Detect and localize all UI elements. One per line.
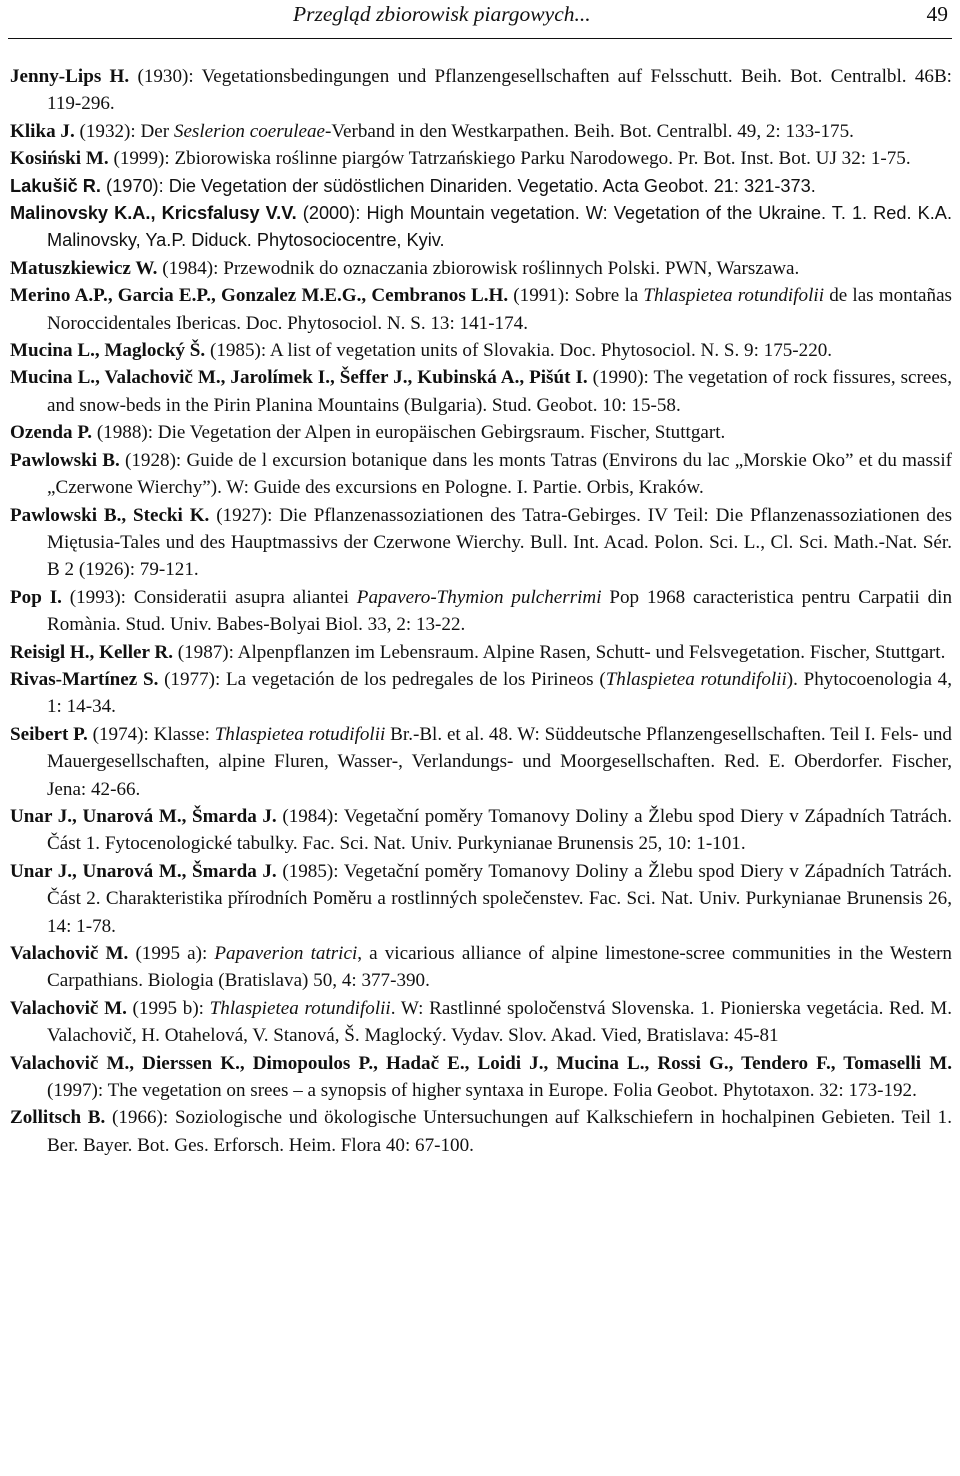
reference-text: . W: Rastlinné spoločenstvá Slovenska. 1. Pionierska vegetácia. Red. M. Valachovič, H. Otahelová, V. Stanová, Š. Maglocký. Vydav. Slov. Akad. Vied, Bratislava: 45-81: [47, 997, 952, 1047]
reference-entry: [10, 502, 952, 584]
reference-text: (1927): Die Pflanzenassoziationen des Tatra-Gebirges. IV Teil: Die Pflanzenassoziationen des Miętusia-Tales und des Hauptmassivs der Czerwone Wierchy. Bull. Int. Acad. Polon. Sci. L., Cl. Sci. Math.-Nat. Sér. B 2 (1926): 79-121.: [47, 504, 953, 581]
reference-entry: [10, 447, 952, 502]
reference-taxon: Thlaspietea rotundifolii: [209, 997, 391, 1019]
reference-authors: Unar J., Unarová M., Šmarda J.: [10, 805, 277, 827]
running-title: Przegląd zbiorowisk piargowych...: [293, 2, 591, 26]
reference-authors: Matuszkiewicz W.: [10, 257, 158, 279]
reference-text: (1966): Soziologische und ökologische Untersuchungen auf Kalkschiefern in hochalpinen Gebieten. Teil 1. Ber. Bayer. Bot. Ges. Erforsch. Heim. Flora 40: 67-100.: [47, 1107, 952, 1156]
reference-text: Pop 1968 caracteristica pentru Carpatii din Romània. Stud. Univ. Babes-Bolyai Biol. 33, 2: 13-22.: [47, 586, 952, 636]
reference-entry: [10, 419, 952, 446]
reference-text: (1932): Der: [74, 120, 174, 142]
reference-entry: [10, 1104, 952, 1159]
reference-entry: [10, 858, 952, 940]
reference-text: Br.-Bl. et al. 48. W: Süddeutsche Pflanzengesellschaften. Teil I. Fels- und Mauergesellschaften, alpine Fluren, Wasser-, Verlandungs- und Moorgesellschaften. Red. E. Oberdorfer. Fischer, Jena: 42-66.: [47, 723, 952, 800]
reference-authors: Valachovič M., Dierssen K., Dimopoulos P., Hadač E., Loidi J., Mucina L., Rossi G., Tendero F., Tomaselli M.: [10, 1052, 952, 1074]
reference-authors: Unar J., Unarová M., Šmarda J.: [10, 860, 277, 882]
reference-text: (1993): Consideratii asupra aliantei: [61, 586, 357, 608]
page-number: 49: [926, 2, 948, 26]
reference-taxon: Papaverion tatrici: [214, 943, 358, 964]
reference-authors: Merino A.P., Garcia E.P., Gonzalez M.E.G., Cembranos L.H.: [10, 285, 509, 307]
reference-taxon: Thlaspietea rotudifolii: [214, 723, 386, 745]
reference-text: (1970): Die Vegetation der südöstlichen Dinariden. Vegetatio. Acta Geobot. 21: 321-373.: [100, 175, 816, 196]
reference-authors: Valachovič M.: [10, 997, 127, 1019]
reference-text: (1999): Zbiorowiska roślinne piargów Tatrzańskiego Parku Narodowego. Pr. Bot. Inst. Bot. UJ 32: 1-75.: [108, 148, 911, 170]
reference-authors: Ozenda P.: [10, 422, 93, 444]
reference-authors: Pawlowski B.: [10, 449, 120, 471]
reference-text: ). Phytocoenologia 4, 1: 14-34.: [47, 668, 952, 718]
reference-entry: [10, 145, 952, 172]
reference-taxon: Seslerion coeruleae: [173, 120, 325, 142]
reference-authors: Mucina L., Valachovič M., Jarolímek I., Šeffer J., Kubinská A., Pišút I.: [10, 367, 588, 389]
reference-entry: [10, 721, 952, 803]
reference-authors: Malinovsky K.A., Kricsfalusy V.V.: [10, 203, 297, 224]
reference-entry: [10, 666, 952, 721]
reference-entry: [10, 255, 952, 282]
reference-text: (1991): Sobre la: [508, 285, 644, 307]
reference-text: (1990): The vegetation of rock fissures, screes, and snow-beds in the Pirin Planina Mountains (Bulgaria). Stud. Geobot. 10: 15-58.: [47, 367, 952, 416]
reference-entry: [10, 173, 952, 200]
reference-authors: Pawlowski B., Stecki K.: [10, 504, 210, 526]
page-header: [0, 0, 960, 40]
reference-entry: [10, 803, 952, 858]
reference-taxon: Papavero-Thymion pulcherrimi: [356, 586, 602, 608]
reference-authors: Jenny-Lips H.: [10, 66, 130, 87]
reference-text: -Verband in den Westkarpathen. Beih. Bot. Centralbl. 49, 2: 133-175.: [325, 120, 854, 142]
reference-text: (1997): The vegetation on srees – a synopsis of higher syntaxa in Europe. Folia Geobot. Phytotaxon. 32: 173-192.: [47, 1080, 917, 1102]
reference-text: (1977): La vegetación de los pedregales de los Pirineos (: [158, 668, 606, 690]
reference-entry: [10, 584, 952, 639]
reference-authors: Kosiński M.: [10, 148, 109, 170]
header-rule: [8, 38, 952, 39]
reference-authors: Rivas-Martínez S.: [10, 668, 159, 690]
reference-text: (1984): Przewodnik do oznaczania zbiorowisk roślinnych Polski. PWN, Warszawa.: [157, 257, 800, 279]
reference-authors: Reisigl H., Keller R.: [10, 641, 173, 663]
reference-text: (1995 b):: [126, 997, 210, 1019]
reference-authors: Seibert P.: [10, 723, 88, 745]
reference-entry: [10, 364, 952, 419]
reference-authors: Lakušič R.: [10, 175, 101, 196]
reference-text: (1928): Guide de l excursion botanique dans les monts Tatras (Environs du lac „Morskie Oko” et du massif „Czerwone Wierchy”). W: Guide des excursions en Pologne. I. Partie. Orbis, Kraków.: [47, 449, 952, 499]
reference-entry: [10, 63, 952, 118]
reference-text: de las montañas Noroccidentales Ibericas. Doc. Phytosociol. N. S. 13: 141-174.: [47, 285, 952, 334]
reference-taxon: Thlaspietea rotundifolii: [643, 285, 824, 307]
reference-entry: [10, 1050, 952, 1105]
reference-authors: Zollitsch B.: [10, 1107, 106, 1129]
reference-text: (1995 a):: [128, 943, 215, 964]
reference-text: (1988): Die Vegetation der Alpen in europäischen Gebirgsraum. Fischer, Stuttgart.: [92, 422, 726, 444]
reference-authors: Pop I.: [10, 586, 62, 608]
reference-entry: [10, 200, 952, 255]
reference-entry: [10, 282, 952, 337]
reference-entry: [10, 118, 952, 145]
reference-text: (1930): Vegetationsbedingungen und Pflanzengesellschaften auf Felsschutt. Beih. Bot. Centralbl. 46B: 119-296.: [47, 66, 952, 115]
reference-text: (1987): Alpenpflanzen im Lebensraum. Alpine Rasen, Schutt- und Felsvegetation. Fischer, Stuttgart.: [172, 641, 946, 663]
reference-text: (1985): Vegetační poměry Tomanovy Doliny a Žlebu spod Diery v Západních Tatrách. Část 2. Charakteristika přírodních Poměru a rostlinných společenstev. Fac. Sci. Nat. Univ. Purkynianae Brunensis 26, 14: 1-78.: [47, 860, 952, 937]
reference-text: (1985): A list of vegetation units of Slovakia. Doc. Phytosociol. N. S. 9: 175-220.: [205, 340, 833, 362]
reference-entry: [10, 639, 952, 666]
reference-entry: [10, 337, 952, 364]
reference-text: (1984): Vegetační poměry Tomanovy Doliny a Žlebu spod Diery v Západních Tatrách. Část 1. Fytocenologické tabulky. Fac. Sci. Nat. Univ. Purkynianae Brunensis 25, 10: 1-101.: [47, 805, 952, 855]
reference-text: (2000): High Mountain vegetation. W: Vegetation of the Ukraine. T. 1. Red. K.A. Malinovsky, Ya.P. Diduck. Phytosociocentre, Kyiv.: [47, 203, 952, 251]
reference-authors: Klika J.: [10, 120, 75, 142]
reference-taxon: Thlaspietea rotundifolii: [605, 668, 787, 690]
reference-entry: [10, 995, 952, 1050]
reference-authors: Mucina L., Maglocký Š.: [10, 340, 206, 362]
reference-authors: Valachovič M.: [10, 943, 129, 964]
reference-text: (1974): Klasse:: [87, 723, 215, 745]
reference-list: [10, 63, 952, 1159]
reference-text: , a vicarious alliance of alpine limestone-scree communities in the Western Carpathians. Biologia (Bratislava) 50, 4: 377-390.: [47, 943, 952, 992]
reference-entry: [10, 940, 952, 995]
